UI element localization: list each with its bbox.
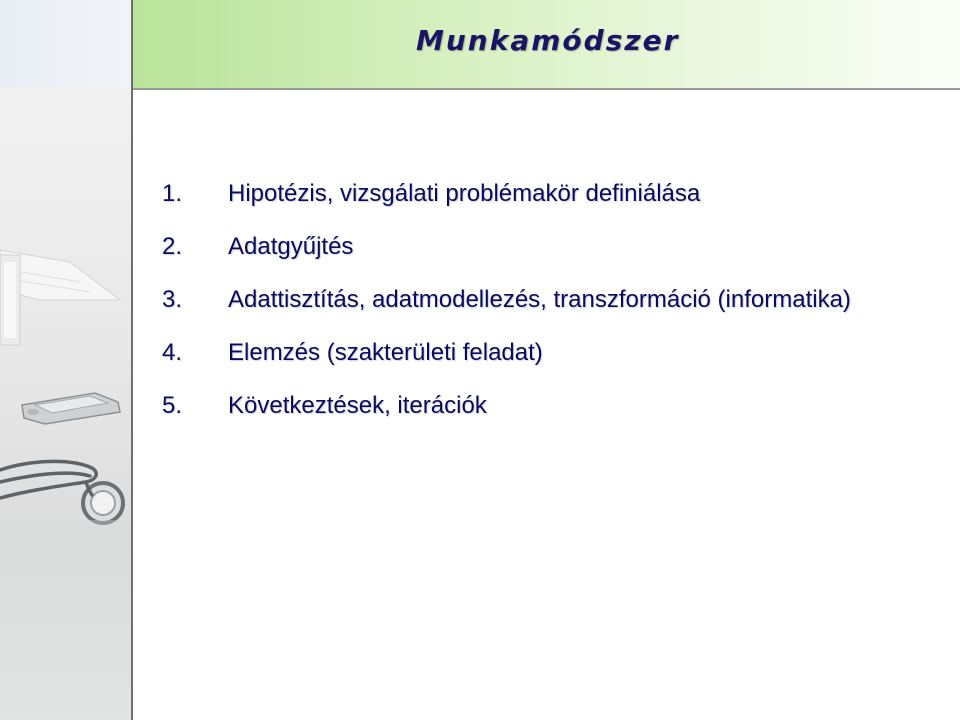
list-item-number: 1.	[162, 180, 183, 207]
list-item-text: Adatgyűjtés	[228, 233, 354, 260]
title-divider	[133, 88, 960, 90]
list-item-number: 3.	[162, 286, 183, 313]
list-item-text: Elemzés (szakterületi feladat)	[228, 339, 543, 366]
list-item	[162, 339, 851, 392]
list-item	[162, 180, 851, 233]
stethoscope-icon	[0, 461, 123, 523]
side-photo-strip	[0, 0, 131, 720]
list-item	[162, 286, 851, 339]
list-item	[162, 392, 851, 445]
slide-title: Munkamódszer	[416, 24, 680, 57]
pda-device-icon	[22, 393, 120, 424]
vertical-divider	[131, 0, 133, 720]
list-item-number: 2.	[162, 233, 183, 260]
list-item-text: Adattisztítás, adatmodellezés, transzformáció (informatika)	[228, 286, 851, 313]
list-item-text: Hipotézis, vizsgálati problémakör definiálása	[228, 180, 701, 207]
list-item-text: Következtések, iterációk	[228, 392, 487, 419]
method-steps-list	[162, 180, 851, 445]
laptop-icon	[0, 255, 20, 345]
list-item-number: 4.	[162, 339, 183, 366]
list-item-number: 5.	[162, 392, 183, 419]
side-photo-illustration	[0, 0, 131, 720]
list-item	[162, 233, 851, 286]
